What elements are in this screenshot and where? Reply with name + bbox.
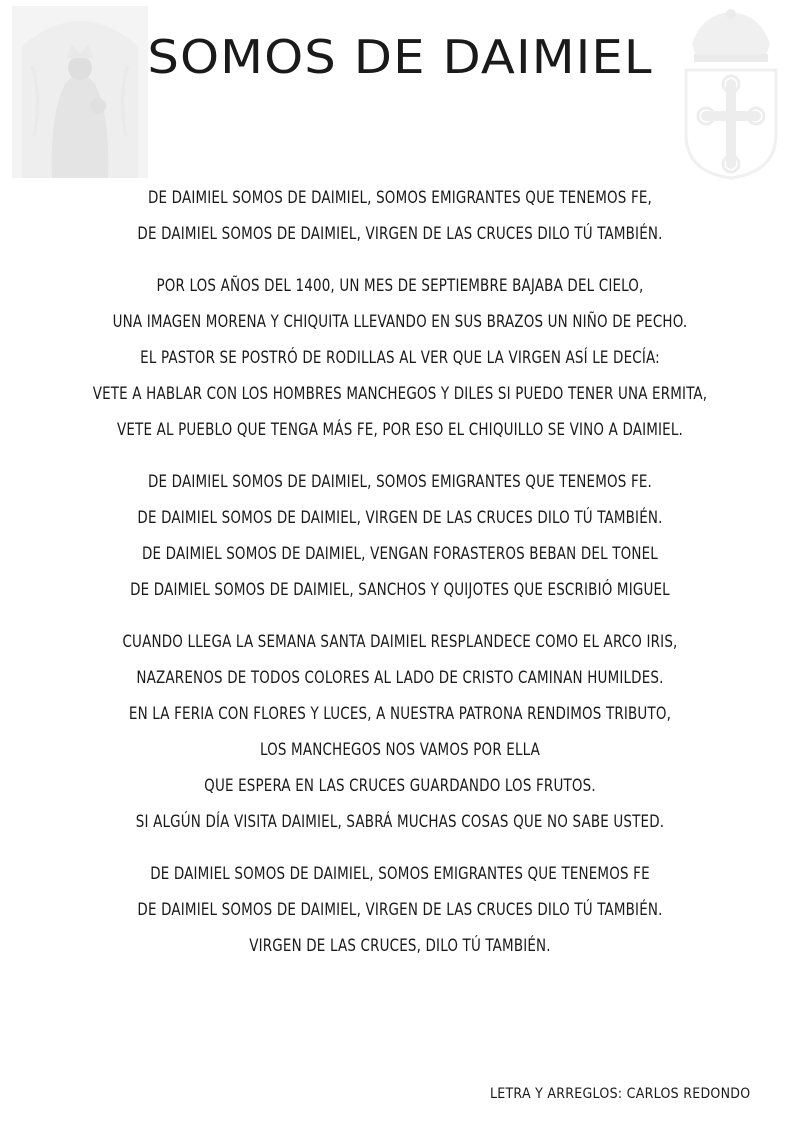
lyric-line: DE DAIMIEL SOMOS DE DAIMIEL, VIRGEN DE LAS CRUCES DILO TÚ TAMBIÉN. (137, 900, 663, 920)
stanza-2 (0, 268, 800, 448)
lyric-line: NAZARENOS DE TODOS COLORES AL LADO DE CRISTO CAMINAN HUMILDES. (136, 668, 664, 688)
stanza-1 (0, 180, 800, 252)
stanza-5 (0, 856, 800, 964)
lyric-line: DE DAIMIEL SOMOS DE DAIMIEL, SANCHOS Y QUIJOTES QUE ESCRIBIÓ MIGUEL (130, 580, 670, 600)
credit-line: LETRA Y ARREGLOS: CARLOS REDONDO (489, 1086, 750, 1102)
stanza-3 (0, 464, 800, 608)
lyric-line: SI ALGÚN DÍA VISITA DAIMIEL, SABRÁ MUCHAS COSAS QUE NO SABE USTED. (135, 812, 665, 832)
lyric-line: UNA IMAGEN MORENA Y CHIQUITA LLEVANDO EN SUS BRAZOS UN NIÑO DE PECHO. (112, 312, 688, 332)
lyric-line: DE DAIMIEL SOMOS DE DAIMIEL, SOMOS EMIGRANTES QUE TENEMOS FE. (148, 472, 652, 492)
lyric-line: DE DAIMIEL SOMOS DE DAIMIEL, VIRGEN DE LAS CRUCES DILO TÚ TAMBIÉN. (137, 508, 663, 528)
lyric-line: DE DAIMIEL SOMOS DE DAIMIEL, SOMOS EMIGRANTES QUE TENEMOS FE, (148, 188, 652, 208)
lyric-line: LOS MANCHEGOS NOS VAMOS POR ELLA (259, 740, 541, 760)
lyric-line: DE DAIMIEL SOMOS DE DAIMIEL, VIRGEN DE LAS CRUCES DILO TÚ TAMBIÉN. (137, 224, 663, 244)
lyrics-body (0, 180, 800, 980)
lyric-line: VIRGEN DE LAS CRUCES, DILO TÚ TAMBIÉN. (249, 936, 551, 956)
lyric-line: DE DAIMIEL SOMOS DE DAIMIEL, SOMOS EMIGRANTES QUE TENEMOS FE (150, 864, 650, 884)
page-title: SOMOS DE DAIMIEL (147, 30, 653, 84)
lyric-line: VETE AL PUEBLO QUE TENGA MÁS FE, POR ESO EL CHIQUILLO SE VINO A DAIMIEL. (116, 420, 683, 440)
stanza-4 (0, 624, 800, 840)
lyric-line: POR LOS AÑOS DEL 1400, UN MES DE SEPTIEMBRE BAJABA DEL CIELO, (156, 276, 644, 296)
lyric-line: QUE ESPERA EN LAS CRUCES GUARDANDO LOS FRUTOS. (204, 776, 596, 796)
lyric-line: CUANDO LLEGA LA SEMANA SANTA DAIMIEL RESPLANDECE COMO EL ARCO IRIS, (122, 632, 678, 652)
lyric-line: EL PASTOR SE POSTRÓ DE RODILLAS AL VER QUE LA VIRGEN ASÍ LE DECÍA: (140, 348, 660, 368)
lyric-line: EN LA FERIA CON FLORES Y LUCES, A NUESTRA PATRONA RENDIMOS TRIBUTO, (128, 704, 672, 724)
lyric-line: VETE A HABLAR CON LOS HOMBRES MANCHEGOS Y DILES SI PUEDO TENER UNA ERMITA, (92, 384, 708, 404)
lyric-line: DE DAIMIEL SOMOS DE DAIMIEL, VENGAN FORASTEROS BEBAN DEL TONEL (142, 544, 658, 564)
